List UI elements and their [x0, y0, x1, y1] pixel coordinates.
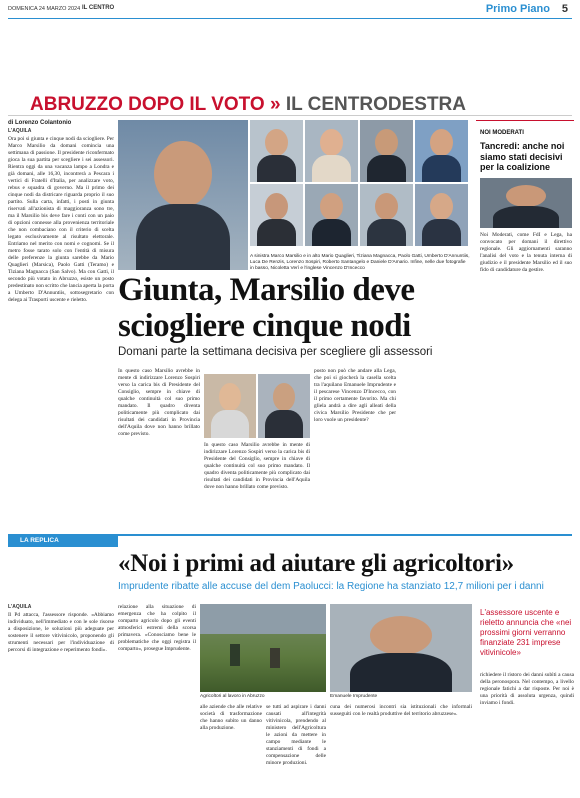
article2-column-2: relazione alla situazione di emergenza che ha colpito il comparto agricolo dopo gli eventi atmosferici estremi della scorsa primavera. «Conosciamo bene le problematiche che oggi registra il comparto», prosegue Imprudente. — [118, 604, 196, 652]
photo-man — [258, 374, 310, 438]
sidebar-title: Tancredi: anche noi siamo stati decisivi per la coalizione — [480, 141, 565, 172]
portrait — [360, 184, 413, 246]
main-headline: Giunta, Marsilio deve sciogliere cinque nodi — [118, 272, 415, 344]
second-headline: «Noi i primi ad aiutare gli agricoltori» — [118, 550, 514, 577]
faces-caption: A sinistra Marco Marsilio e in alto Mario Quaglieri, Tiziana Magnacca, Paolo Gatti, Umberto D'Annuntiis, Luca De Renzis, Lorenzo Sospiri, Roberto Santangelo e Daniele D'Amario. Infine, nelle due fotografie in basso, Nicoletta Verì e l'inglese Vincenzo D'Incecco — [250, 254, 470, 271]
portrait — [360, 120, 413, 182]
article2-column-3: alle aziende che alle relative società di trasformazione che hanno subìto un danno alla produzione. — [200, 704, 262, 731]
portrait — [250, 184, 303, 246]
kicker-sub: IL CENTRODESTRA — [285, 94, 467, 115]
marsilio-photo — [118, 120, 248, 270]
article2-column-right: richiedere il ristoro dei danni subìti a causa della peronospora. Nel contempo, a livello regionale fatichi a dar risposte. Per noi è una priorità di assoluta urgenza, quindi inviamo i fondi. — [480, 672, 574, 706]
imprudente-photo — [330, 604, 472, 692]
byline: di Lorenzo Colantonio — [8, 120, 72, 126]
second-subtitle: Imprudente ribatte alle accuse del dem Paolucci: la Regione ha stanziato 12,7 milioni per i danni — [118, 581, 544, 592]
page-date: DOMENICA 24 MARZO 2024 — [8, 6, 81, 12]
article-column-3: posto non può che andare alla Lega, che poi si giocherà la casella scelta tra l'aquilano Emanuele Imprudente e il pescarese Vincenzo D'Incecco, con il primo certamente favorito. Ma chi gliela andrà a dire agli alleati della civica Marsilio Presidente che per loro vuole un presidente? — [314, 368, 396, 423]
tancredi-photo — [480, 178, 572, 228]
sidebar-text: Noi Moderati, come FdI e Lega, ha convocato per domani il direttivo regionale. Gli aggiornamenti saranno l'analisi del voto e la tenuta interna di giudizio e il presidente Marsilio ed il suo fido di candidature da gestire. — [480, 232, 572, 273]
sidebar-rule — [476, 120, 574, 121]
article2-column-4: se tutti ad aspirare i danni causati all'integrità vitivinicola, prendendo al ministero dell'Agricoltura le azioni da mettere in campo mediante le stanziamenti di fondi a compensazione delle minore produzioni. — [266, 704, 326, 766]
article2-column-5: cuna dei numerosi incontri sia istituzionali che informali susseguiti con le realtà produttive del territorio abruzzese». — [330, 704, 472, 717]
portrait — [415, 184, 468, 246]
portrait-grid — [250, 120, 470, 254]
paper-name: IL CENTRO — [82, 5, 115, 11]
page-number: 5 — [561, 3, 568, 15]
header-rule — [8, 18, 572, 19]
photo-woman — [204, 374, 256, 438]
section-name: Primo Piano — [485, 3, 550, 15]
farm-photo — [200, 604, 326, 692]
pull-quote: L'assessore uscente e rieletto annuncia che «nei prossimi giorni verranno finanziate 231 imprese vitivinicole» — [480, 608, 572, 657]
article-column-1: Ora poi si giunta e cinque nodi da sciogliere. Per Marco Marsilio da domani comincia una settimana di passione. Il presidente riconfermato gioca la sua partita per scegliere i sei assessori. Rientra oggi da una vacanza lampo a Londra e già domani, alle 16,30, incontrerà a Pescara i vertici di Fratelli d'Italia, per analizzare voto, rebus e squadra di governo. Ma il primo dei cinque nodi da districare riguarda proprio il suo partito. Sulla carta, infatti, i posti in giunta riservati all'azionista di maggioranza sono tre, ma il Marsilio bis deve fare i conti con un paio di opzioni connesse alla provenienza territoriale che non combaciano con il criterio di scelta legato esclusivamente al risultato elettorale. Entriamo nel merito con nomi e cognomi. Se il metro fosse tarato solo con l'entità di misura delle preferenze la giunta sarebbe da Mario Quaglieri (Marsica), Paolo Gatti (Teramo) e Tiziana Magnacca (San Salvo). Ma con Gatti, il secondo più votato in Abruzzo, esiste un posto predestinato non scritto che lancia aperta la porta a Umberto D'Annuntiis, sottosegretario con delega ai Trasporti uscente e rieletto. — [8, 136, 114, 303]
kicker-main: ABRUZZO DOPO IL VOTO — [30, 94, 265, 115]
farm-caption: Agricoltori al lavoro in Abruzzo — [200, 694, 265, 699]
portrait — [415, 120, 468, 182]
dateline-2: L'AQUILA — [8, 604, 32, 610]
main-subtitle: Domani parte la settimana decisiva per scegliere gli assessori — [118, 346, 433, 358]
dateline: L'AQUILA — [8, 128, 32, 134]
portrait — [305, 184, 358, 246]
article-column-2: In questo caso Marsilio avrebbe in mente di indirizzare Lorenzo Sospiri verso la carica bis di Presidente del Consiglio, sempre in chiave di qualche continuità col suo primo mandato. Il quadro diventa politicamente più complicato dai risultati dei candidati in Provincia dell'Aquila dove non hanno brillato come previsto. — [118, 368, 200, 437]
portrait — [250, 120, 303, 182]
replica-tag: LA REPLICA — [20, 537, 59, 544]
article2-column-1: Il Pd attacca, l'assessore risponde. «Abbiamo individuato, nell'immediato e con le sole risorse a disposizione, le soluzioni più adeguate per sostenere il settore vitivinicolo, proponendo gli strumenti necessari per l'individuazione di percorsi di integrazione e reperimento fondi». — [8, 612, 114, 653]
imprudente-caption: Emanuele Imprudente — [330, 694, 378, 699]
kicker — [30, 94, 466, 116]
kicker-sep: » — [269, 94, 281, 115]
sidebar-label: NOI MODERATI — [480, 130, 524, 136]
article-column-2b: In questo caso Marsilio avrebbe in mente di indirizzare Lorenzo Sospiri verso la carica bis di Presidente del Consiglio, sempre in chiave di qualche continuità col suo primo mandato. Il quadro diventa politicamente più complicato dai risultati dei candidati in Provincia dell'Aquila dove non hanno brillato come previsto. — [204, 442, 310, 490]
portrait — [305, 120, 358, 182]
